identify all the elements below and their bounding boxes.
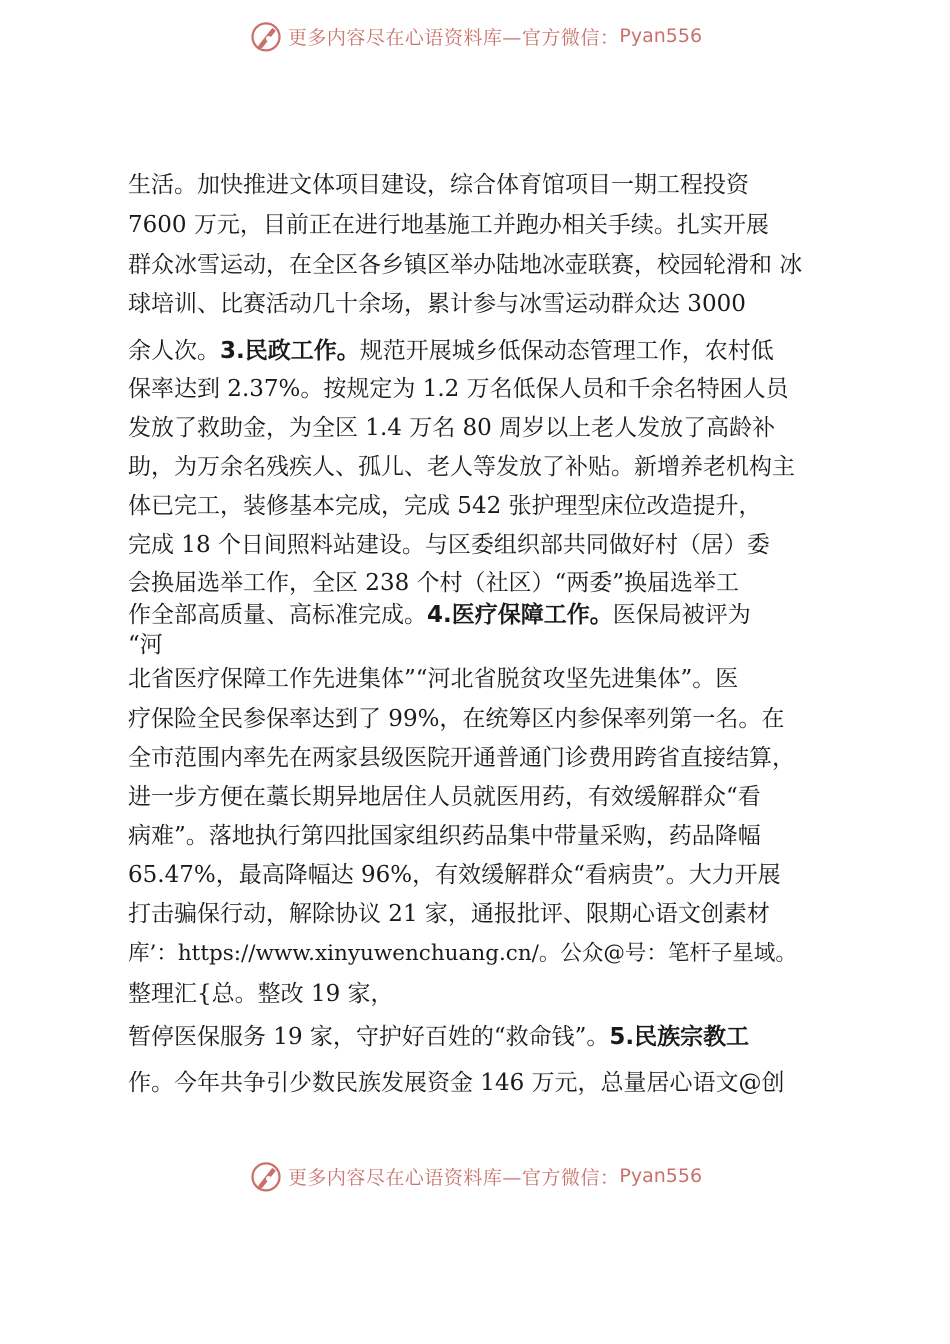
pen-logo-icon (248, 1158, 284, 1194)
text-line: 暂停医保服务 19 家，守护好百姓的“救命钱”。5.民族宗教工 (128, 1024, 750, 1050)
text-line: 保率达到 2.37%。按规定为 1.2 万名低保人员和千余名特困人员 (128, 376, 789, 402)
text-line: 打击骗保行动，解除协议 21 家，通报批评、限期心语文创素材 (128, 901, 770, 927)
section-heading: 4.医疗保障工作。 (427, 602, 613, 628)
text-line: “河 (128, 632, 163, 658)
text-line: 北省医疗保障工作先进集体”“河北省脱贫攻坚先进集体”。医 (128, 666, 739, 692)
text-line: 疗保险全民参保率达到了 99%，在统筹区内参保率列第一名。在 (128, 706, 785, 732)
text-line: 发放了救助金，为全区 1.4 万名 80 周岁以上老人发放了高龄补 (128, 415, 776, 441)
text-line: 作全部高质量、高标准完成。4.医疗保障工作。医保局被评为 (128, 602, 751, 628)
banner-account: Pyan556 (619, 1165, 703, 1187)
text-line: 生活。加快推进文体项目建设，综合体育馆项目一期工程投资 (128, 172, 749, 198)
text-line: 整理汇{总。整改 19 家， (128, 981, 394, 1007)
text-line: 球培训、比赛活动几十余场，累计参与冰雪运动群众达 3000 (128, 291, 746, 317)
text-line: 进一步方便在藁长期异地居住人员就医用药，有效缓解群众“看 (128, 784, 761, 810)
text-line: 全市范围内率先在两家县级医院开通普通门诊费用跨省直接结算， (128, 745, 795, 771)
text-line: 病难”。落地执行第四批国家组织药品集中带量采购，药品降幅 (128, 823, 761, 849)
text-line: 助，为万余名残疾人、孤儿、老人等发放了补贴。新增养老机构主 (128, 454, 795, 480)
text-line: 65.47%，最高降幅达 96%，有效缓解群众“看病贵”。大力开展 (128, 862, 781, 888)
banner-text: 更多内容尽在心语资料库—官方微信： (287, 26, 620, 49)
banner-account: Pyan556 (619, 25, 703, 47)
text-line: 库’：https://www.xinyuwenchuang.cn/。公众@号：笔杆子星域。 (128, 941, 797, 966)
text-line: 作。今年共争引少数民族发展资金 146 万元，总量居心语文@创 (128, 1070, 785, 1096)
footer-watermark-banner (0, 1156, 950, 1196)
text-line: 会换届选举工作，全区 238 个村（社区）“两委”换届选举工 (128, 570, 740, 596)
text-line: 体已完工，装修基本完成，完成 542 张护理型床位改造提升， (128, 493, 762, 519)
text-line: 完成 18 个日间照料站建设。与区委组织部共同做好村（居）委 (128, 532, 770, 558)
banner-text: 更多内容尽在心语资料库—官方微信： (287, 1166, 620, 1189)
text-line: 7600 万元，目前正在进行地基施工并跑办相关手续。扎实开展 (128, 212, 769, 238)
text-line: 群众冰雪运动，在全区各乡镇区举办陆地冰壶联赛，校园轮滑和 冰 (128, 252, 803, 278)
section-heading: 3.民政工作。 (220, 338, 360, 364)
text-line: 余人次。3.民政工作。规范开展城乡低保动态管理工作，农村低 (128, 338, 774, 364)
section-heading: 5.民族宗教工 (609, 1024, 750, 1050)
